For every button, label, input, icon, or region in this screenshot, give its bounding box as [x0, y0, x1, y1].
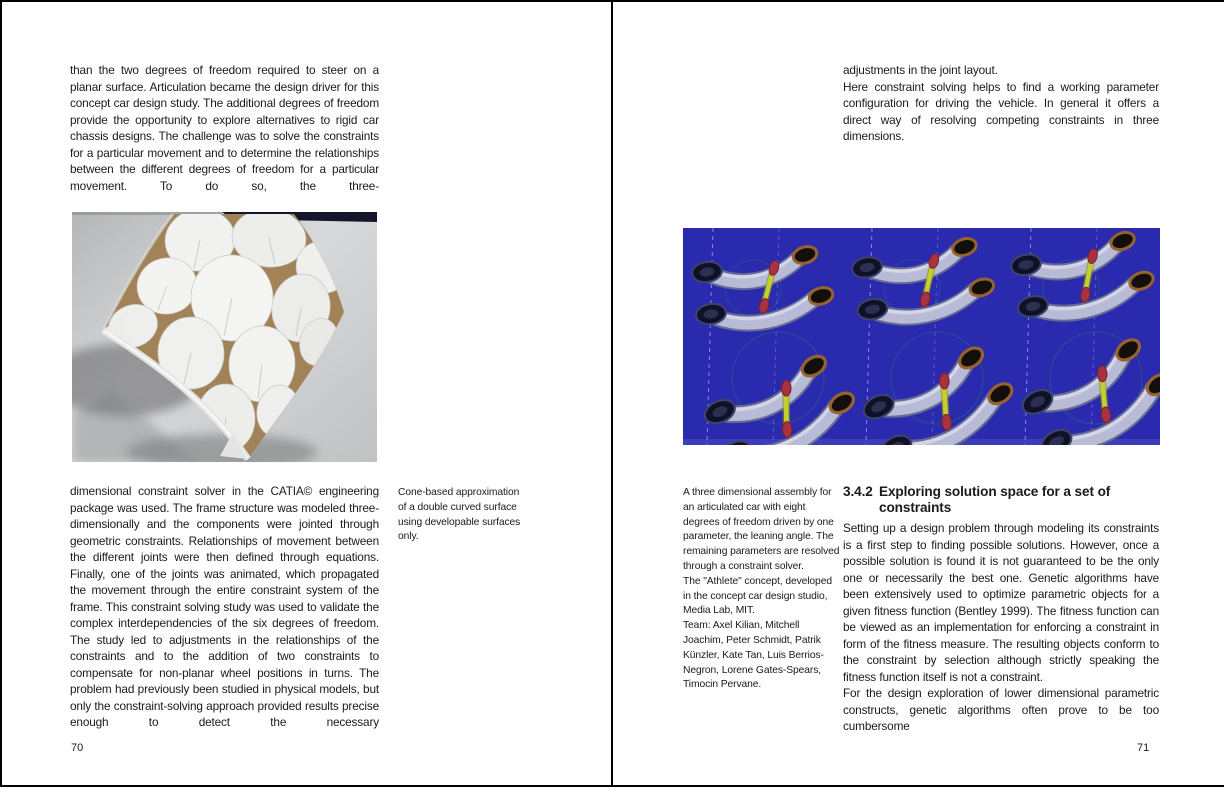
caption-assembly-description: A three dimensional assembly for an articulated car with eight degrees of freedom driven by one parameter, the leaning angle. The remaining parameters are resolved through a constraint solver. — [683, 487, 840, 572]
right-page-paragraph-top-body: Here constraint solving helps to find a working parameter configuration for driving the vehicle. In general it offers a direct way of resolving competing constraints in three dimensions. — [843, 79, 1159, 143]
right-page-number: 71 — [1137, 742, 1150, 754]
left-page-number: 70 — [71, 742, 84, 754]
caption-concept-credit: The "Athlete" concept, developed in the concept car design studio, Media Lab, MIT. — [683, 575, 832, 617]
athlete-concept-render — [683, 228, 1160, 445]
right-page-paragraph-top-intro: adjustments in the joint layout. — [843, 63, 998, 77]
caption-team-credit: Team: Axel Kilian, Mitchell Joachim, Peter Schmidt, Patrik Künzler, Kate Tan, Luis Berrios-Negron, Lorene Gates-Spears, Timocin Pervane. — [683, 620, 824, 691]
right-page-caption — [683, 486, 841, 693]
left-page-paragraph-bottom: dimensional constraint solver in the CATIA© engineering package was used. The frame structure was modeled three-dimensionally and the components were jointed through geometric constraints. Relationships of movement between the different joints were then defined through equations. Finally, one of the joints was animated, which propagated the movement through the entire constraint system of the frame. This constraint solving study was used to validate the complex interdependencies of the six degrees of freedom. The study led to adjustments in the relationships of the constraints and to the addition of two constraints to compensate for non-planar wheel positions in turns. The problem had previously been studied in physical models, but only the constraint-solving approach provided results precise enough to detect the necessary — [70, 484, 379, 729]
left-page-caption: Cone-based approximation of a double curved surface using developable surfaces only. — [398, 487, 521, 543]
right-page-paragraph-top — [843, 62, 1159, 145]
right-page-body — [843, 520, 1159, 735]
page-divider — [611, 0, 613, 787]
left-page-paragraph-top: than the two degrees of freedom required to steer on a planar surface. Articulation became the design driver for this concept car design study. The additional degrees of freedom provide the opportunity to explore alternatives to rigid car chassis designs. The challenge was to solve the constraints for a particular movement and to determine the relationships between the different degrees of freedom for a particular movement. To do so, the three- — [70, 63, 379, 193]
section-number: 3.4.2 — [843, 484, 873, 499]
left-edge-rule — [0, 0, 2, 787]
section-heading — [843, 484, 1159, 515]
right-page-paragraph-1: Setting up a design problem through modeling its constraints is a first step to finding possible solutions. However, once a possible solution is found it is not guaranteed to be the only one or necessarily the best one. Genetic algorithms have been extensively used to optimize parametric objects for a given fitness function (Bentley 1999). The fitness function can be viewed as an implementation for enforcing a constraint in form of the fitness measure. The resulting objects conform to the constraint by selection although strictly speaking the fitness function itself is not a constraint. — [843, 521, 1159, 684]
right-page-paragraph-2: For the design exploration of lower dimensional parametric constructs, genetic algorithms often prove to be too cumbersome — [843, 686, 1159, 733]
section-title: Exploring solution space for a set of constraints — [879, 484, 1111, 515]
paper-cone-model-photo — [72, 212, 377, 462]
